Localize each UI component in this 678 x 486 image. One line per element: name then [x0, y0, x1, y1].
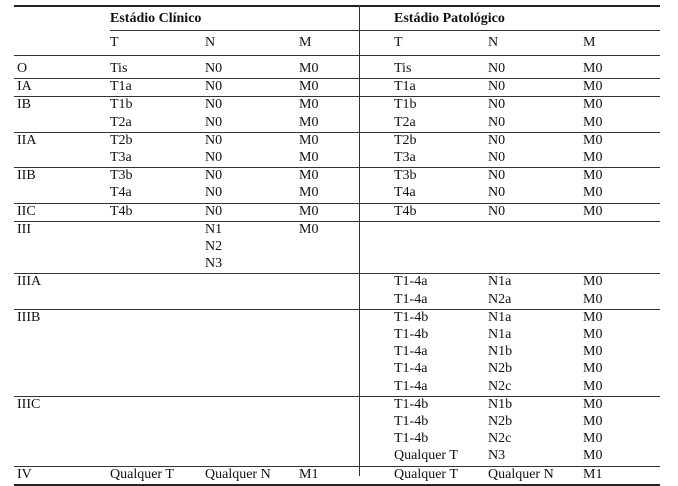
clinical-m-cell: M0	[299, 97, 319, 113]
pathological-t-cell: Qualquer T	[394, 448, 458, 464]
stage-label: IA	[17, 79, 32, 95]
clinical-t-cell: T2b	[110, 132, 133, 148]
clinical-m-cell: M1	[299, 466, 319, 482]
pathological-n-cell: N0	[488, 168, 506, 184]
pathological-n-cell: N2a	[488, 291, 512, 307]
clinical-n-cell: N0	[205, 203, 223, 219]
pathological-m-cell: M0	[583, 203, 603, 219]
pathological-n-cell: N0	[488, 79, 506, 95]
pathological-m-cell: M0	[583, 396, 603, 412]
pathological-m-cell: M0	[583, 79, 603, 95]
clinical-m-cell: M0	[299, 185, 319, 201]
stage-label: IIC	[17, 203, 36, 219]
pathological-m-cell: M0	[583, 150, 603, 165]
pathological-m-cell: M0	[583, 448, 603, 464]
row-separator	[14, 309, 660, 310]
pathological-m-cell: M0	[583, 168, 603, 184]
row-separator	[14, 273, 660, 274]
clinical-t-cell: Tis	[110, 61, 128, 76]
clinical-t-cell: Qualquer T	[110, 466, 174, 482]
pathological-n-cell: N0	[488, 203, 506, 219]
pathological-m-cell: M0	[583, 274, 603, 290]
center-divider	[359, 5, 360, 476]
clinical-n-cell: N0	[205, 168, 223, 184]
pathological-m-cell: M0	[583, 327, 603, 342]
header-rule-clinical	[110, 30, 360, 31]
pathological-n-cell: N1a	[488, 274, 512, 290]
row-separator	[14, 221, 660, 222]
pathological-m-cell: M0	[583, 414, 603, 429]
pathological-m-cell: M0	[583, 61, 603, 76]
pathological-m-cell: M0	[583, 361, 603, 377]
clinical-m-cell: M0	[299, 221, 319, 237]
pathological-m-cell: M1	[583, 466, 603, 482]
pathological-t-cell: T1a	[394, 79, 416, 95]
clinical-m-cell: M0	[299, 150, 319, 165]
stage-label: III	[17, 221, 31, 237]
pathological-m-cell: M0	[583, 291, 603, 307]
clinical-n-cell: N2	[205, 239, 223, 254]
header-bottom-rule	[14, 55, 660, 56]
pathological-t-cell: Tis	[394, 61, 412, 76]
clinical-m-cell: M0	[299, 61, 319, 76]
top-rule	[14, 5, 660, 7]
stage-label: IIB	[17, 168, 36, 184]
clinical-t-cell: T3b	[110, 168, 133, 184]
clinical-n-cell: N0	[205, 185, 223, 201]
pathological-n-cell: N2b	[488, 414, 513, 429]
pathological-n-cell: N0	[488, 185, 506, 201]
pathological-m-cell: M0	[583, 114, 603, 130]
pathological-t-cell: Qualquer T	[394, 466, 458, 482]
pathological-n-cell: N0	[488, 150, 506, 165]
clinical-n-cell: N0	[205, 132, 223, 148]
clinical-t-cell: T3a	[110, 150, 132, 165]
stage-label: IV	[17, 466, 32, 482]
pathological-n-cell: N0	[488, 97, 506, 113]
pathological-m-cell: M0	[583, 431, 603, 447]
clinical-m-cell: M0	[299, 203, 319, 219]
pathological-n-cell: N1a	[488, 327, 512, 342]
pathological-n-cell: N1a	[488, 309, 512, 325]
pathological-m-cell: M0	[583, 344, 603, 360]
pathological-n-cell: N0	[488, 132, 506, 148]
stage-label: IIIC	[17, 396, 41, 412]
clinical-n-cell: N0	[205, 79, 223, 95]
pathological-n-cell: N0	[488, 114, 506, 130]
pathological-n-cell: N2c	[488, 378, 512, 394]
pathological-t-cell: T1-4b	[394, 396, 429, 412]
pathological-m-cell: M0	[583, 378, 603, 394]
col-header-pathological-t: T	[394, 35, 403, 50]
clinical-m-cell: M0	[299, 132, 319, 148]
pathological-t-cell: T1-4b	[394, 431, 429, 447]
pathological-n-cell: Qualquer N	[488, 466, 554, 482]
stage-label: IIA	[17, 132, 37, 148]
clinical-m-cell: M0	[299, 168, 319, 184]
pathological-m-cell: M0	[583, 97, 603, 113]
pathological-t-cell: T1-4a	[394, 361, 428, 377]
clinical-n-cell: N0	[205, 150, 223, 165]
pathological-t-cell: T1-4a	[394, 378, 428, 394]
clinical-m-cell: M0	[299, 114, 319, 130]
pathological-t-cell: T1-4b	[394, 309, 429, 325]
stage-label: IB	[17, 97, 31, 113]
pathological-t-cell: T3a	[394, 150, 416, 165]
clinical-n-cell: N0	[205, 97, 223, 113]
col-header-pathological-n: N	[488, 35, 499, 50]
header-clinical: Estádio Clínico	[110, 11, 202, 26]
pathological-m-cell: M0	[583, 185, 603, 201]
col-header-clinical-m: M	[299, 35, 312, 50]
clinical-m-cell: M0	[299, 79, 319, 95]
pathological-n-cell: N2c	[488, 431, 512, 447]
pathological-t-cell: T1-4a	[394, 344, 428, 360]
clinical-t-cell: T2a	[110, 114, 132, 130]
col-header-pathological-m: M	[583, 35, 596, 50]
pathological-t-cell: T1-4a	[394, 274, 428, 290]
pathological-t-cell: T1-4a	[394, 291, 428, 307]
header-pathological: Estádio Patológico	[394, 11, 505, 26]
pathological-t-cell: T4b	[394, 203, 417, 219]
stage-label: IIIB	[17, 309, 41, 325]
pathological-t-cell: T1-4b	[394, 327, 429, 342]
col-header-clinical-n: N	[205, 35, 216, 50]
pathological-m-cell: M0	[583, 309, 603, 325]
stage-label: IIIA	[17, 274, 42, 290]
clinical-n-cell: N0	[205, 61, 223, 76]
pathological-n-cell: N2b	[488, 361, 513, 377]
clinical-t-cell: T4b	[110, 203, 133, 219]
clinical-n-cell: N1	[205, 221, 223, 237]
pathological-t-cell: T1b	[394, 97, 417, 113]
pathological-t-cell: T2a	[394, 114, 416, 130]
clinical-t-cell: T1b	[110, 97, 133, 113]
clinical-t-cell: T1a	[110, 79, 132, 95]
pathological-t-cell: T2b	[394, 132, 417, 148]
clinical-n-cell: N0	[205, 114, 223, 130]
pathological-n-cell: N0	[488, 61, 506, 76]
pathological-t-cell: T3b	[394, 168, 417, 184]
clinical-n-cell: N3	[205, 256, 223, 272]
pathological-m-cell: M0	[583, 132, 603, 148]
col-header-clinical-t: T	[110, 35, 119, 50]
pathological-n-cell: N1b	[488, 396, 513, 412]
clinical-t-cell: T4a	[110, 185, 132, 201]
row-separator	[14, 396, 660, 397]
pathological-t-cell: T1-4b	[394, 414, 429, 429]
clinical-n-cell: Qualquer N	[205, 466, 271, 482]
pathological-n-cell: N3	[488, 448, 506, 464]
stage-label: O	[17, 61, 28, 76]
header-rule-pathological	[360, 30, 660, 31]
pathological-t-cell: T4a	[394, 185, 416, 201]
pathological-n-cell: N1b	[488, 344, 513, 360]
